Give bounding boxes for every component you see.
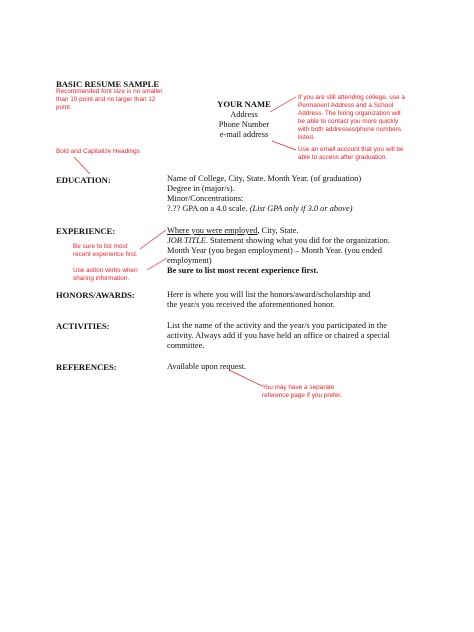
note-line: point. bbox=[56, 104, 72, 111]
honors-heading: HONORS/AWARDS: bbox=[56, 290, 135, 300]
note-line: be able to contact you more quickly bbox=[298, 118, 399, 125]
job-statement: . Statement showing what you did for the organization. bbox=[205, 236, 390, 245]
note-line: reference page if you prefer. bbox=[262, 392, 342, 399]
note-line: Recommended font size is no smaller bbox=[56, 88, 163, 95]
note-line: listed. bbox=[298, 134, 315, 141]
annotation-line bbox=[229, 370, 262, 386]
honors-line: the year/s you received the aforementioned honor. bbox=[167, 300, 335, 309]
activities-line: committee. bbox=[167, 341, 205, 350]
note-line: with both addresses/phone numbers bbox=[298, 126, 402, 133]
note-line: Use action verbs when bbox=[73, 267, 138, 274]
headings-note: Bold and Capitalize Headings bbox=[56, 148, 140, 155]
experience-line: Month Year (you began employment) – Month Year. (you ended bbox=[167, 246, 382, 255]
education-line: Name of College, City, State. Month Year. (of graduation) bbox=[167, 174, 362, 183]
activities-line: List the name of the activity and the year/s you participated in the bbox=[167, 321, 388, 330]
note-line: recent experience first. bbox=[73, 251, 138, 258]
references-heading: REFERENCES: bbox=[56, 362, 117, 372]
note-line: sharing information. bbox=[73, 275, 130, 282]
job-title: JOB TITLE bbox=[167, 236, 206, 245]
experience-tip: Be sure to list most recent experience first. bbox=[167, 266, 319, 275]
your-name: YOUR NAME bbox=[217, 99, 271, 109]
education-line: Degree in (major/s). bbox=[167, 184, 235, 193]
honors-line: Here is where you will list the honors/award/scholarship and bbox=[167, 290, 371, 299]
experience-heading: EXPERIENCE: bbox=[56, 226, 116, 236]
note-line: You may have a separate bbox=[262, 384, 335, 391]
experience-line: employment) bbox=[167, 256, 212, 265]
address-line: Address bbox=[230, 110, 258, 119]
note-line: Be sure to list most bbox=[73, 243, 128, 250]
note-line: Permanent Address and a School bbox=[298, 102, 394, 109]
note-line: able to access after graduation. bbox=[298, 154, 388, 161]
gpa-condition: (List GPA only if 3.0 or above) bbox=[249, 204, 353, 213]
note-line: If you are still attending college, use a bbox=[298, 94, 405, 101]
education-heading: EDUCATION: bbox=[56, 175, 111, 185]
annotation-line bbox=[147, 258, 167, 270]
gpa-text: ?.?? GPA on a 4.0 scale. bbox=[167, 204, 250, 213]
annotation-line bbox=[272, 141, 296, 150]
activities-heading: ACTIVITIES: bbox=[56, 321, 110, 331]
education-line: Minor/Concentrations: bbox=[167, 194, 244, 203]
note-line: than 10 point and no larger than 12 bbox=[56, 96, 156, 103]
page-title: BASIC RESUME SAMPLE bbox=[56, 79, 160, 89]
employer-location: , City, State. bbox=[257, 226, 299, 235]
annotation-line bbox=[140, 230, 166, 249]
annotation-line bbox=[74, 157, 90, 174]
phone-line: Phone Number bbox=[218, 120, 270, 129]
note-line: Use an email account that you will be bbox=[298, 146, 404, 153]
note-line: Address. The hiring organization will bbox=[298, 110, 401, 117]
email-line: e-mail address bbox=[219, 130, 269, 139]
references-body: Available upon request. bbox=[167, 362, 247, 371]
activities-line: activity. Always add if you have held an office or chaired a special bbox=[167, 331, 390, 340]
annotation-line bbox=[270, 97, 296, 112]
employer-text: Where you were employed bbox=[167, 226, 258, 235]
